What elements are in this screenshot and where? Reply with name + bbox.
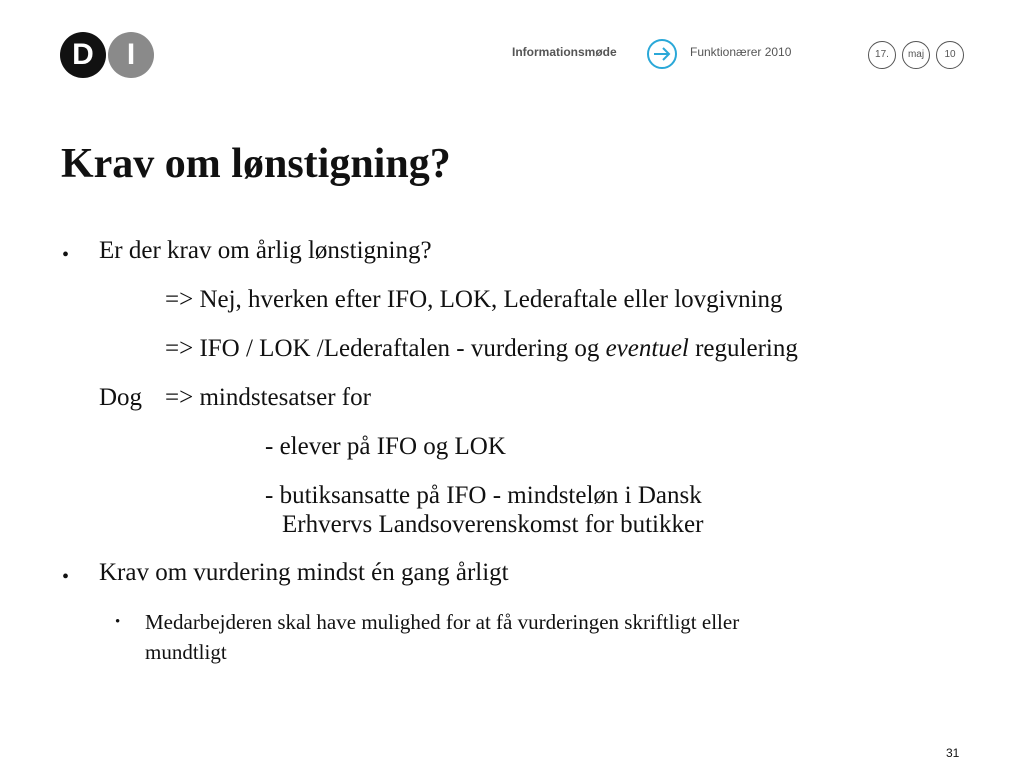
sub-bullet-line-2: mundtligt: [145, 640, 227, 664]
di-logo: [60, 32, 156, 78]
line-6-text: - butiksansatte på IFO - mindsteløn i Dansk: [265, 482, 702, 509]
slide-title: Krav om lønstigning?: [61, 141, 451, 187]
line-3-text: [165, 335, 798, 363]
logo-letter-i: I: [108, 32, 154, 78]
line-3-emphasis: eventuel: [605, 335, 689, 362]
line-2-text: => Nej, hverken efter IFO, LOK, Lederaftale eller lovgivning: [165, 286, 783, 313]
bullet-dot: •: [62, 244, 70, 266]
line-3-pre: => IFO / LOK /Lederaftalen - vurdering og: [165, 335, 606, 362]
date-year-badge: 10: [936, 41, 964, 69]
line-4-lead: Dog: [99, 384, 143, 411]
line-4-text: => mindstesatser for: [165, 384, 371, 411]
header-right-label: Funktionærer 2010: [690, 45, 792, 59]
sub-bullet-line-1: Medarbejderen skal have mulighed for at få vurderingen skriftligt eller: [145, 610, 740, 634]
date-month-badge: maj: [902, 41, 930, 69]
bullet-dot: •: [62, 566, 70, 588]
line-3-post: regulering: [688, 335, 798, 362]
bullet-2-text: Krav om vurdering mindst én gang årligt: [99, 559, 509, 586]
logo-letter-d: D: [60, 32, 106, 78]
line-7-text: Erhvervs Landsoverenskomst for butikker: [282, 511, 704, 538]
line-5-text: - elever på IFO og LOK: [265, 433, 506, 460]
arrow-right-icon: [646, 38, 678, 70]
sub-bullet-dot: •: [115, 614, 121, 630]
bullet-1-text: Er der krav om årlig lønstigning?: [99, 237, 432, 264]
date-day-badge: 17.: [868, 41, 896, 69]
page-number: 31: [946, 746, 960, 760]
header-left-label: Informationsmøde: [512, 45, 617, 59]
